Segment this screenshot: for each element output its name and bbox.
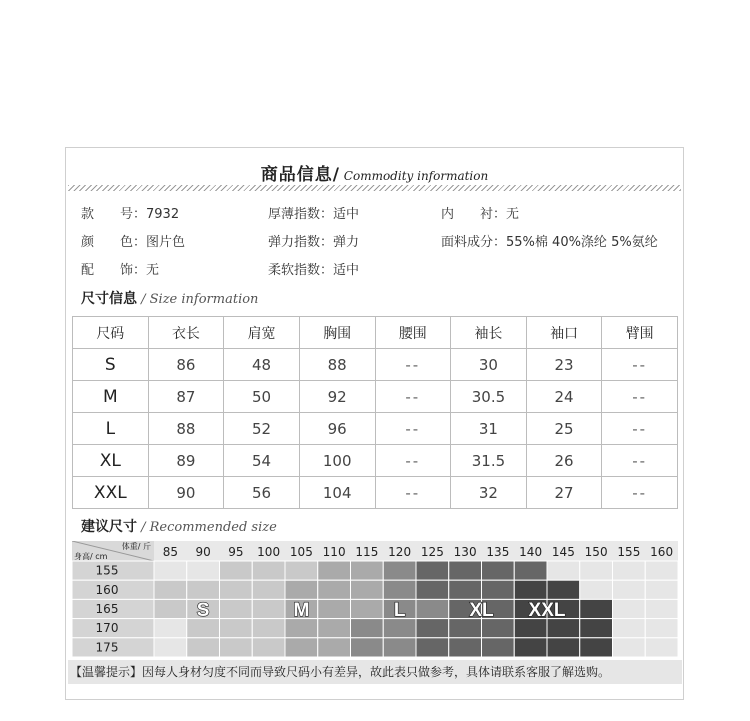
size-cell bbox=[514, 619, 547, 638]
size-value-cell: -- bbox=[375, 445, 451, 477]
size-value-cell: 88 bbox=[148, 413, 224, 445]
height-tick-label: 155 bbox=[95, 563, 119, 578]
size-table bbox=[72, 316, 678, 509]
weight-tick-label: 115 bbox=[355, 545, 379, 559]
size-cell bbox=[645, 599, 678, 618]
weight-tick-label: 90 bbox=[195, 545, 211, 559]
hatch-divider bbox=[68, 185, 681, 191]
weight-tick-label: 140 bbox=[519, 545, 543, 559]
size-col-header: 肩宽 bbox=[224, 317, 300, 349]
recommended-size-svg bbox=[72, 541, 678, 657]
size-value-cell: -- bbox=[375, 349, 451, 381]
size-label-cell: XXL bbox=[73, 477, 149, 509]
table-row bbox=[73, 413, 678, 445]
size-cell bbox=[580, 580, 613, 599]
table-row bbox=[73, 349, 678, 381]
size-cell bbox=[645, 638, 678, 657]
size-value-cell: 23 bbox=[526, 349, 602, 381]
size-value-cell: 100 bbox=[299, 445, 375, 477]
info-style-no: 款 号：7932 bbox=[81, 207, 180, 222]
corner-weight-label: 体重/ 斤 bbox=[121, 542, 151, 551]
size-cell bbox=[613, 580, 646, 599]
height-tick-label: 175 bbox=[95, 640, 119, 655]
height-tick-label: 165 bbox=[95, 602, 119, 616]
size-cell bbox=[220, 599, 253, 618]
size-cell bbox=[252, 561, 285, 580]
size-cell bbox=[547, 638, 580, 657]
size-cell bbox=[383, 638, 416, 657]
size-cell bbox=[580, 561, 613, 580]
size-cell bbox=[187, 561, 220, 580]
weight-tick-label: 85 bbox=[162, 545, 179, 559]
size-cell bbox=[482, 561, 515, 580]
size-cell bbox=[351, 638, 384, 657]
weight-tick-label: 145 bbox=[551, 545, 575, 559]
size-cell bbox=[482, 619, 515, 638]
size-cell bbox=[154, 619, 187, 638]
size-value-cell: 88 bbox=[299, 349, 375, 381]
size-cell bbox=[514, 561, 547, 580]
size-cell bbox=[318, 561, 351, 580]
size-cell bbox=[252, 580, 285, 599]
weight-tick-label: 135 bbox=[486, 545, 510, 559]
size-cell bbox=[318, 638, 351, 657]
size-cell bbox=[220, 619, 253, 638]
size-cell bbox=[613, 599, 646, 618]
size-col-header: 衣长 bbox=[148, 317, 224, 349]
size-cell bbox=[580, 638, 613, 657]
size-cell bbox=[318, 599, 351, 618]
size-cell bbox=[220, 638, 253, 657]
weight-tick-label: 125 bbox=[420, 545, 444, 559]
size-value-cell: 30 bbox=[451, 349, 527, 381]
weight-tick-label: 100 bbox=[257, 545, 281, 559]
size-cell bbox=[645, 619, 678, 638]
size-value-cell: -- bbox=[375, 381, 451, 413]
size-value-cell: 92 bbox=[299, 381, 375, 413]
size-cell bbox=[449, 580, 482, 599]
size-value-cell: 52 bbox=[224, 413, 300, 445]
size-cell bbox=[383, 580, 416, 599]
size-value-cell: 24 bbox=[526, 381, 602, 413]
info-lining: 内 衬：无 bbox=[441, 207, 520, 222]
info-thickness: 厚薄指数：适中 bbox=[268, 207, 360, 222]
weight-tick-label: 120 bbox=[388, 545, 412, 559]
weight-tick-label: 130 bbox=[453, 545, 477, 559]
size-section-title: 尺寸信息 / Size information bbox=[81, 291, 259, 307]
info-elasticity: 弹力指数：弹力 bbox=[268, 235, 360, 250]
size-value-cell: 48 bbox=[224, 349, 300, 381]
size-cell bbox=[416, 599, 449, 618]
size-label-s: S bbox=[196, 600, 210, 621]
size-cell bbox=[449, 619, 482, 638]
card-title bbox=[66, 160, 683, 185]
size-value-cell: -- bbox=[375, 413, 451, 445]
size-cell bbox=[220, 580, 253, 599]
size-cell bbox=[154, 599, 187, 618]
height-tick-label: 170 bbox=[95, 621, 119, 636]
size-cell bbox=[351, 619, 384, 638]
size-cell bbox=[351, 561, 384, 580]
size-label-xxl: XXL bbox=[528, 600, 566, 621]
warm-tip-note: 【温馨提示】因每人身材匀度不同而导致尺码小有差异，故此表只做参考，具体请联系客服了解选购。 bbox=[68, 660, 682, 684]
size-label-xl: XL bbox=[469, 600, 494, 621]
size-col-header: 胸围 bbox=[299, 317, 375, 349]
table-row bbox=[73, 445, 678, 477]
size-cell bbox=[613, 638, 646, 657]
size-cell bbox=[613, 561, 646, 580]
weight-tick-label: 150 bbox=[584, 545, 608, 559]
size-cell bbox=[416, 561, 449, 580]
size-cell bbox=[547, 561, 580, 580]
title-cn: 商品信息/ bbox=[260, 165, 340, 185]
size-table-header bbox=[73, 317, 678, 349]
size-col-header: 腰围 bbox=[375, 317, 451, 349]
size-value-cell: -- bbox=[602, 381, 678, 413]
table-row bbox=[73, 381, 678, 413]
size-label-cell: M bbox=[73, 381, 149, 413]
size-cell bbox=[318, 619, 351, 638]
size-col-header: 尺码 bbox=[73, 317, 149, 349]
recommend-section-title: 建议尺寸 / Recommended size bbox=[81, 519, 277, 535]
size-cell bbox=[285, 619, 318, 638]
size-value-cell: -- bbox=[602, 477, 678, 509]
size-cell bbox=[154, 561, 187, 580]
size-value-cell: 25 bbox=[526, 413, 602, 445]
size-cell bbox=[645, 580, 678, 599]
size-cell bbox=[482, 580, 515, 599]
size-cell bbox=[383, 619, 416, 638]
size-cell bbox=[514, 638, 547, 657]
size-cell bbox=[351, 599, 384, 618]
size-value-cell: 87 bbox=[148, 381, 224, 413]
size-value-cell: 90 bbox=[148, 477, 224, 509]
corner-height-label: 身高/ cm bbox=[74, 552, 108, 561]
size-value-cell: -- bbox=[602, 445, 678, 477]
size-value-cell: 89 bbox=[148, 445, 224, 477]
size-value-cell: 86 bbox=[148, 349, 224, 381]
size-value-cell: 104 bbox=[299, 477, 375, 509]
size-value-cell: 56 bbox=[224, 477, 300, 509]
size-cell bbox=[187, 638, 220, 657]
size-cell bbox=[547, 619, 580, 638]
size-value-cell: 31.5 bbox=[451, 445, 527, 477]
size-value-cell: 26 bbox=[526, 445, 602, 477]
weight-tick-label: 95 bbox=[228, 545, 244, 559]
size-value-cell: 32 bbox=[451, 477, 527, 509]
size-cell bbox=[154, 580, 187, 599]
weight-tick-label: 105 bbox=[289, 545, 313, 559]
weight-tick-label: 155 bbox=[617, 545, 641, 559]
size-cell bbox=[613, 619, 646, 638]
size-col-header: 袖口 bbox=[526, 317, 602, 349]
info-accessories: 配 饰：无 bbox=[81, 263, 160, 278]
size-cell bbox=[351, 580, 384, 599]
size-cell bbox=[252, 619, 285, 638]
weight-tick-label: 110 bbox=[322, 545, 346, 559]
size-cell bbox=[416, 580, 449, 599]
size-cell bbox=[220, 561, 253, 580]
recommended-size-chart bbox=[72, 541, 678, 657]
size-cell bbox=[252, 599, 285, 618]
size-cell bbox=[252, 638, 285, 657]
size-cell bbox=[318, 580, 351, 599]
size-value-cell: 50 bbox=[224, 381, 300, 413]
size-cell bbox=[580, 619, 613, 638]
size-value-cell: -- bbox=[602, 413, 678, 445]
size-cell bbox=[645, 561, 678, 580]
size-cell bbox=[187, 580, 220, 599]
info-color: 颜 色：图片色 bbox=[81, 235, 186, 250]
size-cell bbox=[285, 561, 318, 580]
size-label-cell: XL bbox=[73, 445, 149, 477]
size-cell bbox=[580, 599, 613, 618]
size-cell bbox=[547, 580, 580, 599]
size-value-cell: -- bbox=[375, 477, 451, 509]
commodity-card bbox=[65, 147, 684, 700]
size-cell bbox=[383, 561, 416, 580]
size-value-cell: 96 bbox=[299, 413, 375, 445]
info-softness: 柔软指数：适中 bbox=[268, 263, 360, 278]
size-label-l: L bbox=[393, 600, 406, 621]
size-cell bbox=[449, 561, 482, 580]
size-cell bbox=[449, 638, 482, 657]
size-cell bbox=[416, 619, 449, 638]
size-label-m: M bbox=[293, 600, 310, 621]
size-label-cell: S bbox=[73, 349, 149, 381]
size-value-cell: 54 bbox=[224, 445, 300, 477]
size-cell bbox=[285, 638, 318, 657]
weight-tick-label: 160 bbox=[650, 545, 674, 559]
size-col-header: 臂围 bbox=[602, 317, 678, 349]
size-cell bbox=[187, 619, 220, 638]
size-cell bbox=[285, 580, 318, 599]
size-col-header: 袖长 bbox=[451, 317, 527, 349]
size-label-cell: L bbox=[73, 413, 149, 445]
size-value-cell: 30.5 bbox=[451, 381, 527, 413]
size-cell bbox=[482, 638, 515, 657]
height-tick-label: 160 bbox=[95, 582, 119, 597]
title-en: Commodity information bbox=[339, 169, 489, 183]
size-value-cell: 31 bbox=[451, 413, 527, 445]
size-value-cell: -- bbox=[602, 349, 678, 381]
size-cell bbox=[154, 638, 187, 657]
info-fabric: 面料成分：55%棉 40%涤纶 5%氨纶 bbox=[441, 235, 658, 250]
size-value-cell: 27 bbox=[526, 477, 602, 509]
size-cell bbox=[416, 638, 449, 657]
size-cell bbox=[514, 580, 547, 599]
table-row bbox=[73, 477, 678, 509]
